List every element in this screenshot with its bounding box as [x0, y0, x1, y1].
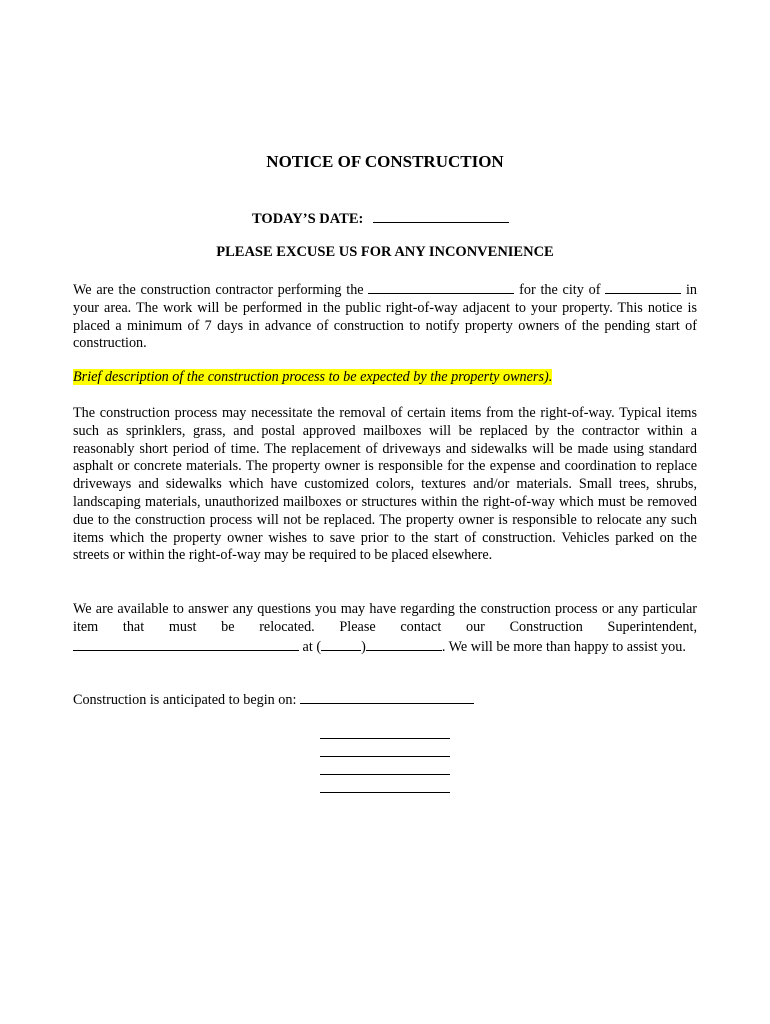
signature-line [320, 792, 450, 793]
contact-paragraph [73, 601, 697, 656]
todays-date-line [252, 208, 509, 228]
area-code-close: ) [361, 638, 366, 655]
brief-description-highlight: Brief description of the construction process to be expected by the property owners). [73, 369, 553, 385]
start-date-label: Construction is anticipated to begin on: [73, 692, 300, 708]
process-paragraph: The construction process may necessitate the removal of certain items from the right-of-way. Typical items such as sprinklers, grass, and postal approved mailboxes will be replaced by the contractor within a reasonably short period of time. The replacement of driveways and sidewalks will be made using standard asphalt or concrete materials. The property owner is responsible for the expense and coordination to replace driveways and sidewalks which have customized colors, textures and/or materials. Small trees, shrubs, landscaping materials, unauthorized mailboxes or structures within the right-of-way which must be removed due to the construction process will not be replaced. The property owner is responsible to relocate any such items which the property owner wishes to save prior to the start of construction. Vehicles parked on the streets or within the right-of-way may be required to be placed elsewhere. [73, 405, 697, 564]
excuse-heading: PLEASE EXCUSE US FOR ANY INCONVENIENCE [216, 244, 554, 260]
signature-line [320, 738, 450, 739]
contact-text-1: We are available to answer any questions you may have regarding the construction process or any particular item that must be relocated. Please contact our Construction Superintendent, [73, 601, 697, 635]
signature-line [320, 774, 450, 775]
intro-text-3: in your area. The work will be performed in the public right-of-way adjacent to your property. This notice is placed a minimum of 7 days in advance of construction to notify property owners of the pending start of construction. [73, 282, 697, 352]
signature-line [320, 756, 450, 757]
service-blank [368, 280, 514, 294]
todays-date-label: TODAY’S DATE: [252, 211, 364, 227]
intro-paragraph [73, 280, 697, 353]
start-date-blank [300, 690, 474, 704]
superintendent-name-blank [73, 637, 299, 651]
contact-text-2: . We will be more than happy to assist you. [441, 638, 686, 655]
phone-blank [366, 637, 442, 651]
contact-at: at [299, 638, 317, 655]
intro-text-1: We are the construction contractor performing the [73, 282, 369, 298]
todays-date-blank [373, 208, 509, 223]
area-code-blank [321, 637, 361, 651]
brief-description-paragraph [73, 369, 697, 387]
signature-block [320, 738, 450, 810]
area-code-open: ( [316, 638, 322, 655]
intro-text-2: for the city of [514, 282, 606, 298]
start-date-paragraph [73, 690, 697, 710]
document-title: NOTICE OF CONSTRUCTION [266, 152, 504, 171]
city-blank [605, 280, 681, 294]
